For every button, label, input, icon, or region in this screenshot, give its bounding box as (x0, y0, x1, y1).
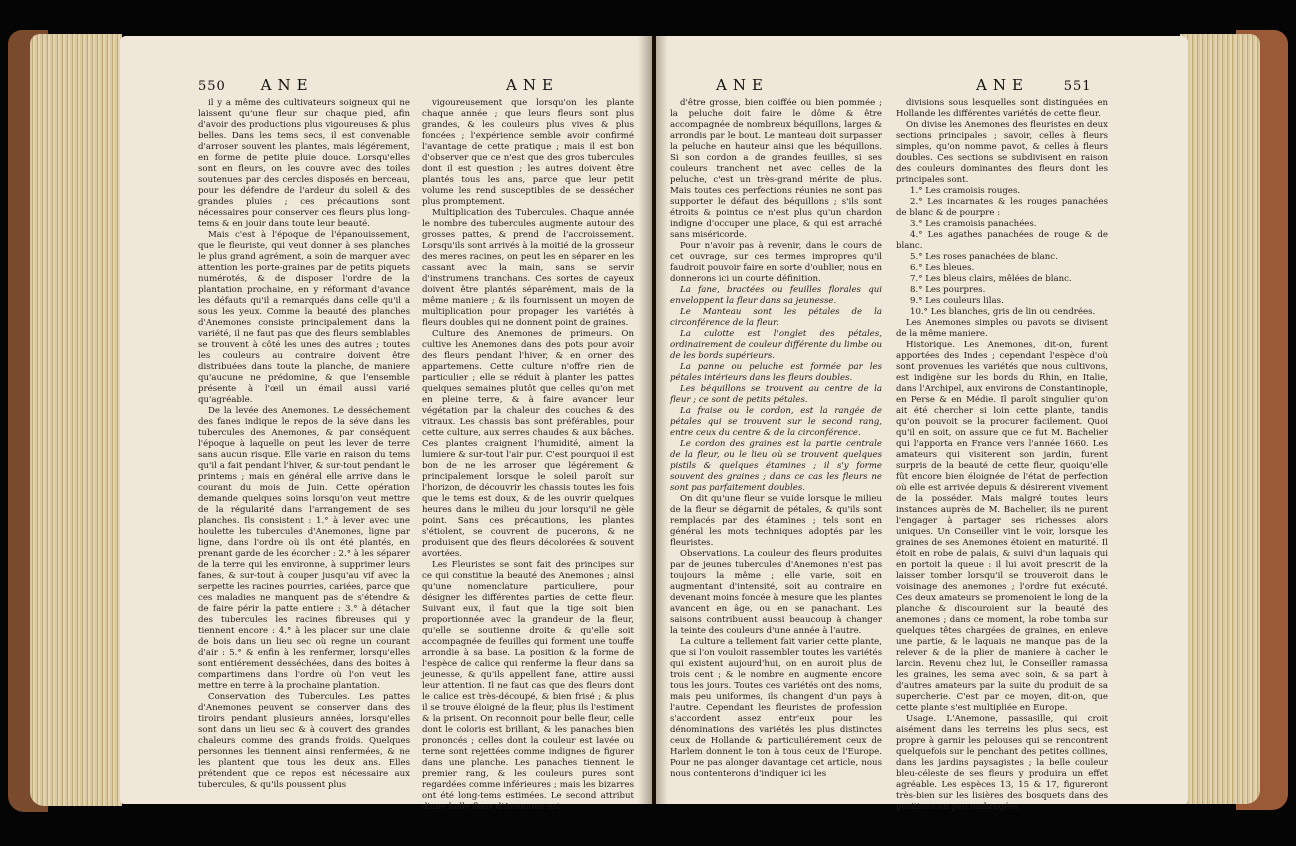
definition: La fraise ou le cordon, est la rangée de pétales qui se trouvent sur le second rang, entre ceux du centre & de la circonférence. (670, 406, 882, 438)
left-page-header (198, 76, 314, 96)
paragraph: La culture a tellement fait varier cette plante, que si l'on vouloit rassembler toutes les variétés qui existent aujourd'hui, on en auroit plus de trois cent ; & le nombre en augmente encore tous les jours. Toutes ces variétés ont des noms, mais peu uniformes, ils changent d'un pays à l'autre. Cependant les fleuristes de profession s'accordent assez entr'eux pour les dénominations des variétés les plus distinctes ceux de Hollande & particuliérement ceux de Harlem donnent le ton à tous ceux de l'Europe. Pour ne pas alonger davantage cet article, nous nous contenterons d'indiquer ici les (670, 637, 882, 779)
paragraph: Culture des Anemones de primeurs. On cultive les Anemones dans des pots pour avoir des fleurs pendant l'hiver, & en orner des appartemens. Cette culture n'offre rien de particulier ; elle se réduit à planter les pattes quelques semaines plutôt que celles qu'on met en pleine terre, & à faire avancer leur végétation par la chaleur des couches & des vitraux. Les chassis bas sont préférables, pour cette culture, aux serres chaudes & aux bâches. Ces plantes craignent l'humidité, aiment la lumiere & sur-tout l'air pur. C'est pourquoi il est bon de ne les arroser que légérement & principalement lorsque le soleil paroît sur l'horizon, de découvrir les chassis toutes les fois que le tems est doux, & de les ouvrir quelques heures dans le milieu du jour lorsqu'il ne gèle point. Sans ces précautions, les plantes s'étiolent, se couvrent de pucerons, & ne produisent que des fleurs décolorées & souvent avortées. (422, 329, 634, 559)
paragraph: vigoureusement que lorsqu'on les plante chaque année ; que leurs fleurs sont plus grandes, & les couleurs plus vives & plus foncées ; l'expérience semble avoir confirmé l'avantage de cette pratique ; mais il est bon d'observer que ce n'est que des gros tubercules dont il est question ; les autres doivent être plantés tous les ans, parce que leur petit volume les rend susceptibles de se dessécher plus promptement. (422, 98, 634, 207)
definition: La culotte est l'onglet des pétales, ordinairement de couleur différente du limbe ou de les bords supérieurs. (670, 329, 882, 361)
list-item: 1.° Les cramoisis rouges. (910, 186, 1021, 196)
definition: Le Manteau sont les pétales de la circonférence de la fleur. (670, 307, 882, 328)
running-head: ANE (260, 76, 314, 94)
paragraph: On dit qu'une fleur se vuide lorsque le milieu de la fleur se dégarnit de pétales, & qu'ils sont remplacés par des étamines ; tels sont en général les mots techniques adoptés par les fleuristes. (670, 494, 882, 548)
text-column (422, 98, 634, 828)
definition: La panne ou peluche est formée par les pétales intérieurs dans les fleurs doubles. (670, 362, 882, 383)
paragraph: On divise les Anemones des fleuristes en deux sections principales ; savoir, celles à fleurs simples, qu'on nomme pavot, & celles à fleurs doubles. Ces sections se subdivisent en raison des couleurs dominantes des fleurs dont les principales sont. (896, 120, 1108, 185)
paragraph: Les Fleuristes se sont fait des principes sur ce qui constitue la beauté des Anemones ; ainsi qu'une nomenclature particuliere, pour désigner les différentes parties de cette fleur. Suivant eux, il faut que la tige soit bien proportionnée avec la grandeur de la fleur, qu'elle se soutienne droite & qu'elle soit accompagnée de feuilles qui forment une touffe arrondie à sa base. La position & la forme de l'espèce de calice qui renferme la fleur dans sa jeunesse, & qu'ils appellent fane, attire aussi leur attention. Il ne faut cas que des fleurs dont le calice est très-découpé, & bien frisé ; & plus il se trouve éloigné de la fleur, plus ils l'estiment & la prisent. On reconnoit pour belle fleur, celle dont le coloris est brillant, & les panaches bien prononcés ; celles dont la couleur est lavée ou terne sont rejettées comme indignes de figurer dans une planche. Les panaches tiennent le premier rang, & les couleurs pures sont regardées comme inférieures ; mais les bizarres ont été long-tems estimées. Le second attribut d'une belle fleur d'Anemone est (422, 560, 634, 812)
list-item: 10.° Les blanches, gris de lin ou cendrées. (910, 307, 1096, 317)
page-edges-left (30, 34, 122, 806)
left-page (120, 36, 652, 812)
right-page-header (976, 76, 1092, 96)
paragraph: divisions sous lesquelles sont distinguées en Hollande les différentes variétés de cette fleur. (896, 98, 1108, 119)
text-column (896, 98, 1108, 828)
paragraph: Multiplication des Tubercules. Chaque année le nombre des tubercules augmente autour des grosses pattes, & prend de l'accroissement. Lorsqu'ils sont arrivés à la moitié de la grosseur des meres racines, on peut les en séparer en les cassant avec la main, sans se servir d'instrumens tranchans. Ces sortes de cayeux doivent être plantés séparément, mais de la même maniere ; & ils fournissent un moyen de multiplication pour propager les variétés à fleurs doubles qui ne donnent point de graines. (422, 208, 634, 328)
list-item: 2.° Les incarnates & les rouges panachées de blanc & de pourpre : (896, 197, 1108, 218)
list-item: 5.° Les roses panachées de blanc. (910, 252, 1058, 262)
list-item: 6.° Les bleues. (910, 263, 975, 273)
list-item: 7.° Les bleus clairs, mêlées de blanc. (910, 274, 1072, 284)
page-edges-right (1180, 34, 1260, 804)
running-head: ANE (506, 76, 559, 94)
running-head: ANE (716, 76, 769, 94)
paragraph: De la levée des Anemones. Le desséchement des fanes indique le repos de la séve dans les tubercules des Anemones, & par conséquent l'époque à laquelle on peut les lever de terre sans aucun risque. Elle varie en raison du tems qu'il a fait pendant l'hiver, & sur-tout pendant le printems ; mais en général elle arrive dans le courant du mois de Juin. Cette opération demande quelques soins lorsqu'on veut mettre de la régularité dans l'arrangement de ses planches. Ils consistent : 1.° à lever avec une houlette les tubercules d'Anemones, ligne par ligne, dans l'ordre où ils ont été plantés, en prenant garde de les écorcher : 2.° à les séparer de la terre qui les environne, à supprimer leurs fanes, & sur-tout à couper jusqu'au vif avec la serpette les racines pourries, cariées, parce que ces maladies ne manquent pas de s'étendre & de faire périr la patte entiere : 3.° à détacher des tubercules les racines fibreuses qui y tiennent encore : 4.° à les placer sur une claie de bois dans un lieu sec où regne un courant d'air : 5.° & enfin à les renfermer, lorsqu'elles sont entiérement desséchées, dans des boites à compartimens dans l'ordre où l'on veut les mettre en terre à la prochaine plantation. (198, 406, 410, 691)
page-number: 551 (1063, 79, 1092, 94)
definition: La fane, bractées ou feuilles florales qui enveloppent la fleur dans sa jeunesse. (670, 285, 882, 306)
paragraph: il y a même des cultivateurs soigneux qui ne laissent qu'une fleur sur chaque pied, afin d'avoir des productions plus vigoureuses & plus belles. Dans les tems secs, il est convenable d'arroser souvent les plantes, mais légérement, en forme de petite pluie douce. Lorsqu'elles sont en fleurs, on les couvre avec des toiles soutenues par des cercles disposés en berceau, pour les défendre de l'ardeur du soleil & des grandes pluies ; ces précautions sont nécessaires pour conserver ces fleurs plus long-tems & en jouir dans toute leur beauté. (198, 98, 410, 229)
text-column (198, 98, 410, 828)
definition: Les béquillons se trouvent au centre de la fleur ; ce sont de petits pétales. (670, 384, 882, 405)
paragraph: Usage. L'Anemone, passasille, qui croit aisément dans les terreins les plus secs, est propre à garnir les pelouses qui se rencontrent quelquefois sur le penchant des petites collines, dans les jardins paysagistes ; la belle couleur bleu-céleste de ses fleurs y produira un effet agréable. Les espèces 13, 15 & 17, figureront très-bien sur les lisières des bosquets dans des positions un peu ombragées (896, 714, 1108, 812)
running-head: ANE (976, 76, 1029, 94)
text-column (670, 98, 882, 828)
paragraph: Historique. Les Anemones, dit-on, furent apportées des Indes ; cependant l'espèce d'où sont provenues les variétés que nous cultivons, est indigène sur les bords du Rhin, en Italie, dans l'Archipel, aux environs de Constantinople, en Perse & en Médie. Il paroît singulier qu'on ait été chercher si loin cette plante, tandis qu'on pouvoit se la procurer facilement. Quoi qu'il en soit, on assure que ce fut M. Bachelier qui l'apporta en France vers l'année 1660. Les amateurs qui visiterent son jardin, furent surpris de la beauté de cette fleur, quoiqu'elle fût encore bien éloignée de l'état de perfection où elle est arrivée depuis & désirerent vivement de la posséder. Mais malgré toutes leurs instances auprès de M. Bachelier, ils ne purent l'engager à partager ses richesses alors uniques. Un Conseiller vint le voir, lorsque les graines de ses Anemones étoient en maturité. Il étoit en robe de palais, & suivi d'un laquais qui en portoit la queue : il lui avoit prescrit de la laisser tomber lorsqu'il se trouveroit dans le voisinage des anemones ; l'ordre fut exécuté. Ces deux amateurs se promenoient le long de la planche & discouroient sur la beauté des anemones ; dans ce moment, la robe tomba sur quelques têtes chargées de graines, en enleve une partie, & le laquais ne manque pas de la relever & de la plier de maniere à cacher le larcin. Revenu chez lui, le Conseiller ramassa les graines, les sema avec soin, & sa part à d'autres amateurs par la suite du produit de sa supercherie. C'est par ce moyen, dit-on, que cette plante s'est multipliée en Europe. (896, 340, 1108, 713)
list-item: 4.° Les agathes panachées de rouge & de blanc. (896, 230, 1108, 251)
paragraph: d'être grosse, bien coiffée ou bien pommée ; la peluche doit faire le dôme & être accompagnée de nombreux béquillons, larges & arrondis par le bout. Le manteau doit surpasser la peluche en hauteur ainsi que les béquillons. Si son cordon a de grandes feuilles, si ses couleurs tranchent net avec celles de la peluche, c'est un très-grand mérite de plus. Mais toutes ces perfections réunies ne sont pas supporter le défaut des béquillons ; s'ils sont étroits & pointus ce n'est plus qu'un chardon indigne d'occuper une place, & qui est arraché sans miséricorde. (670, 98, 882, 240)
list-item: 3.° Les cramoisis panachées. (910, 219, 1037, 229)
paragraph: Les Anemones simples ou pavots se divisent de la même maniere. (896, 318, 1108, 339)
paragraph: Mais c'est à l'époque de l'épanouissement, que le fleuriste, qui veut donner à ses planches le plus grand agrément, a soin de marquer avec attention les porte-graines par de petits piquets numérotés, & de disposer l'ordre de la plantation prochaine, en y réformant d'avance les défauts qu'il a remarqués dans celle qu'il a sous les yeux. Comme la beauté des planches d'Anemones consiste principalement dans la variété, il ne faut pas que des fleurs semblables se trouvent à côté les unes des autres ; toutes les couleurs au contraire doivent être distribuées dans toute la planche, de maniere qu'aucune ne prédomine, & que l'ensemble présente à l'œil un émail aussi varié qu'agréable. (198, 230, 410, 405)
list-item: 9.° Les couleurs lilas. (910, 296, 1004, 306)
paragraph: Pour n'avoir pas à revenir, dans le cours de cet ouvrage, sur ces termes impropres qu'il faudroit pouvoir faire en sorte d'oublier, nous en donnerons ici un courte définition. (670, 241, 882, 284)
paragraph: Conservation des Tubercules. Les pattes d'Anemones peuvent se conserver dans des tiroirs pendant plusieurs années, lorsqu'elles sont dans un lieu sec & à couvert des grandes chaleurs comme des grands froids. Quelques personnes les tiennent ainsi renfermées, & ne les plantent que tous les deux ans. Elles prétendent que ce repos est nécessaire aux tubercules, & qu'ils poussent plus (198, 692, 410, 790)
paragraph: Observations. La couleur des fleurs produites par de jeunes tubercules d'Anemones n'est pas toujours la même ; elle varie, soit en augmentant d'intensité, soit au contraire en devenant moins foncée à mesure que les plantes avancent en âge, ou en se panachant. Les saisons contribuent aussi beaucoup à changer la teinte des couleurs d'une année à l'autre. (670, 549, 882, 636)
right-page (656, 36, 1188, 812)
list-item: 8.° Les pourpres. (910, 285, 986, 295)
page-number: 550 (198, 79, 226, 94)
book-gutter (638, 36, 668, 804)
definition: Le cordon des graines est la partie centrale de la fleur, ou le lieu où se trouvent quelques pistils & quelques étamines ; il s'y forme souvent des graines ; dans ce cas les fleurs ne sont pas parfaitement doubles. (670, 439, 882, 493)
